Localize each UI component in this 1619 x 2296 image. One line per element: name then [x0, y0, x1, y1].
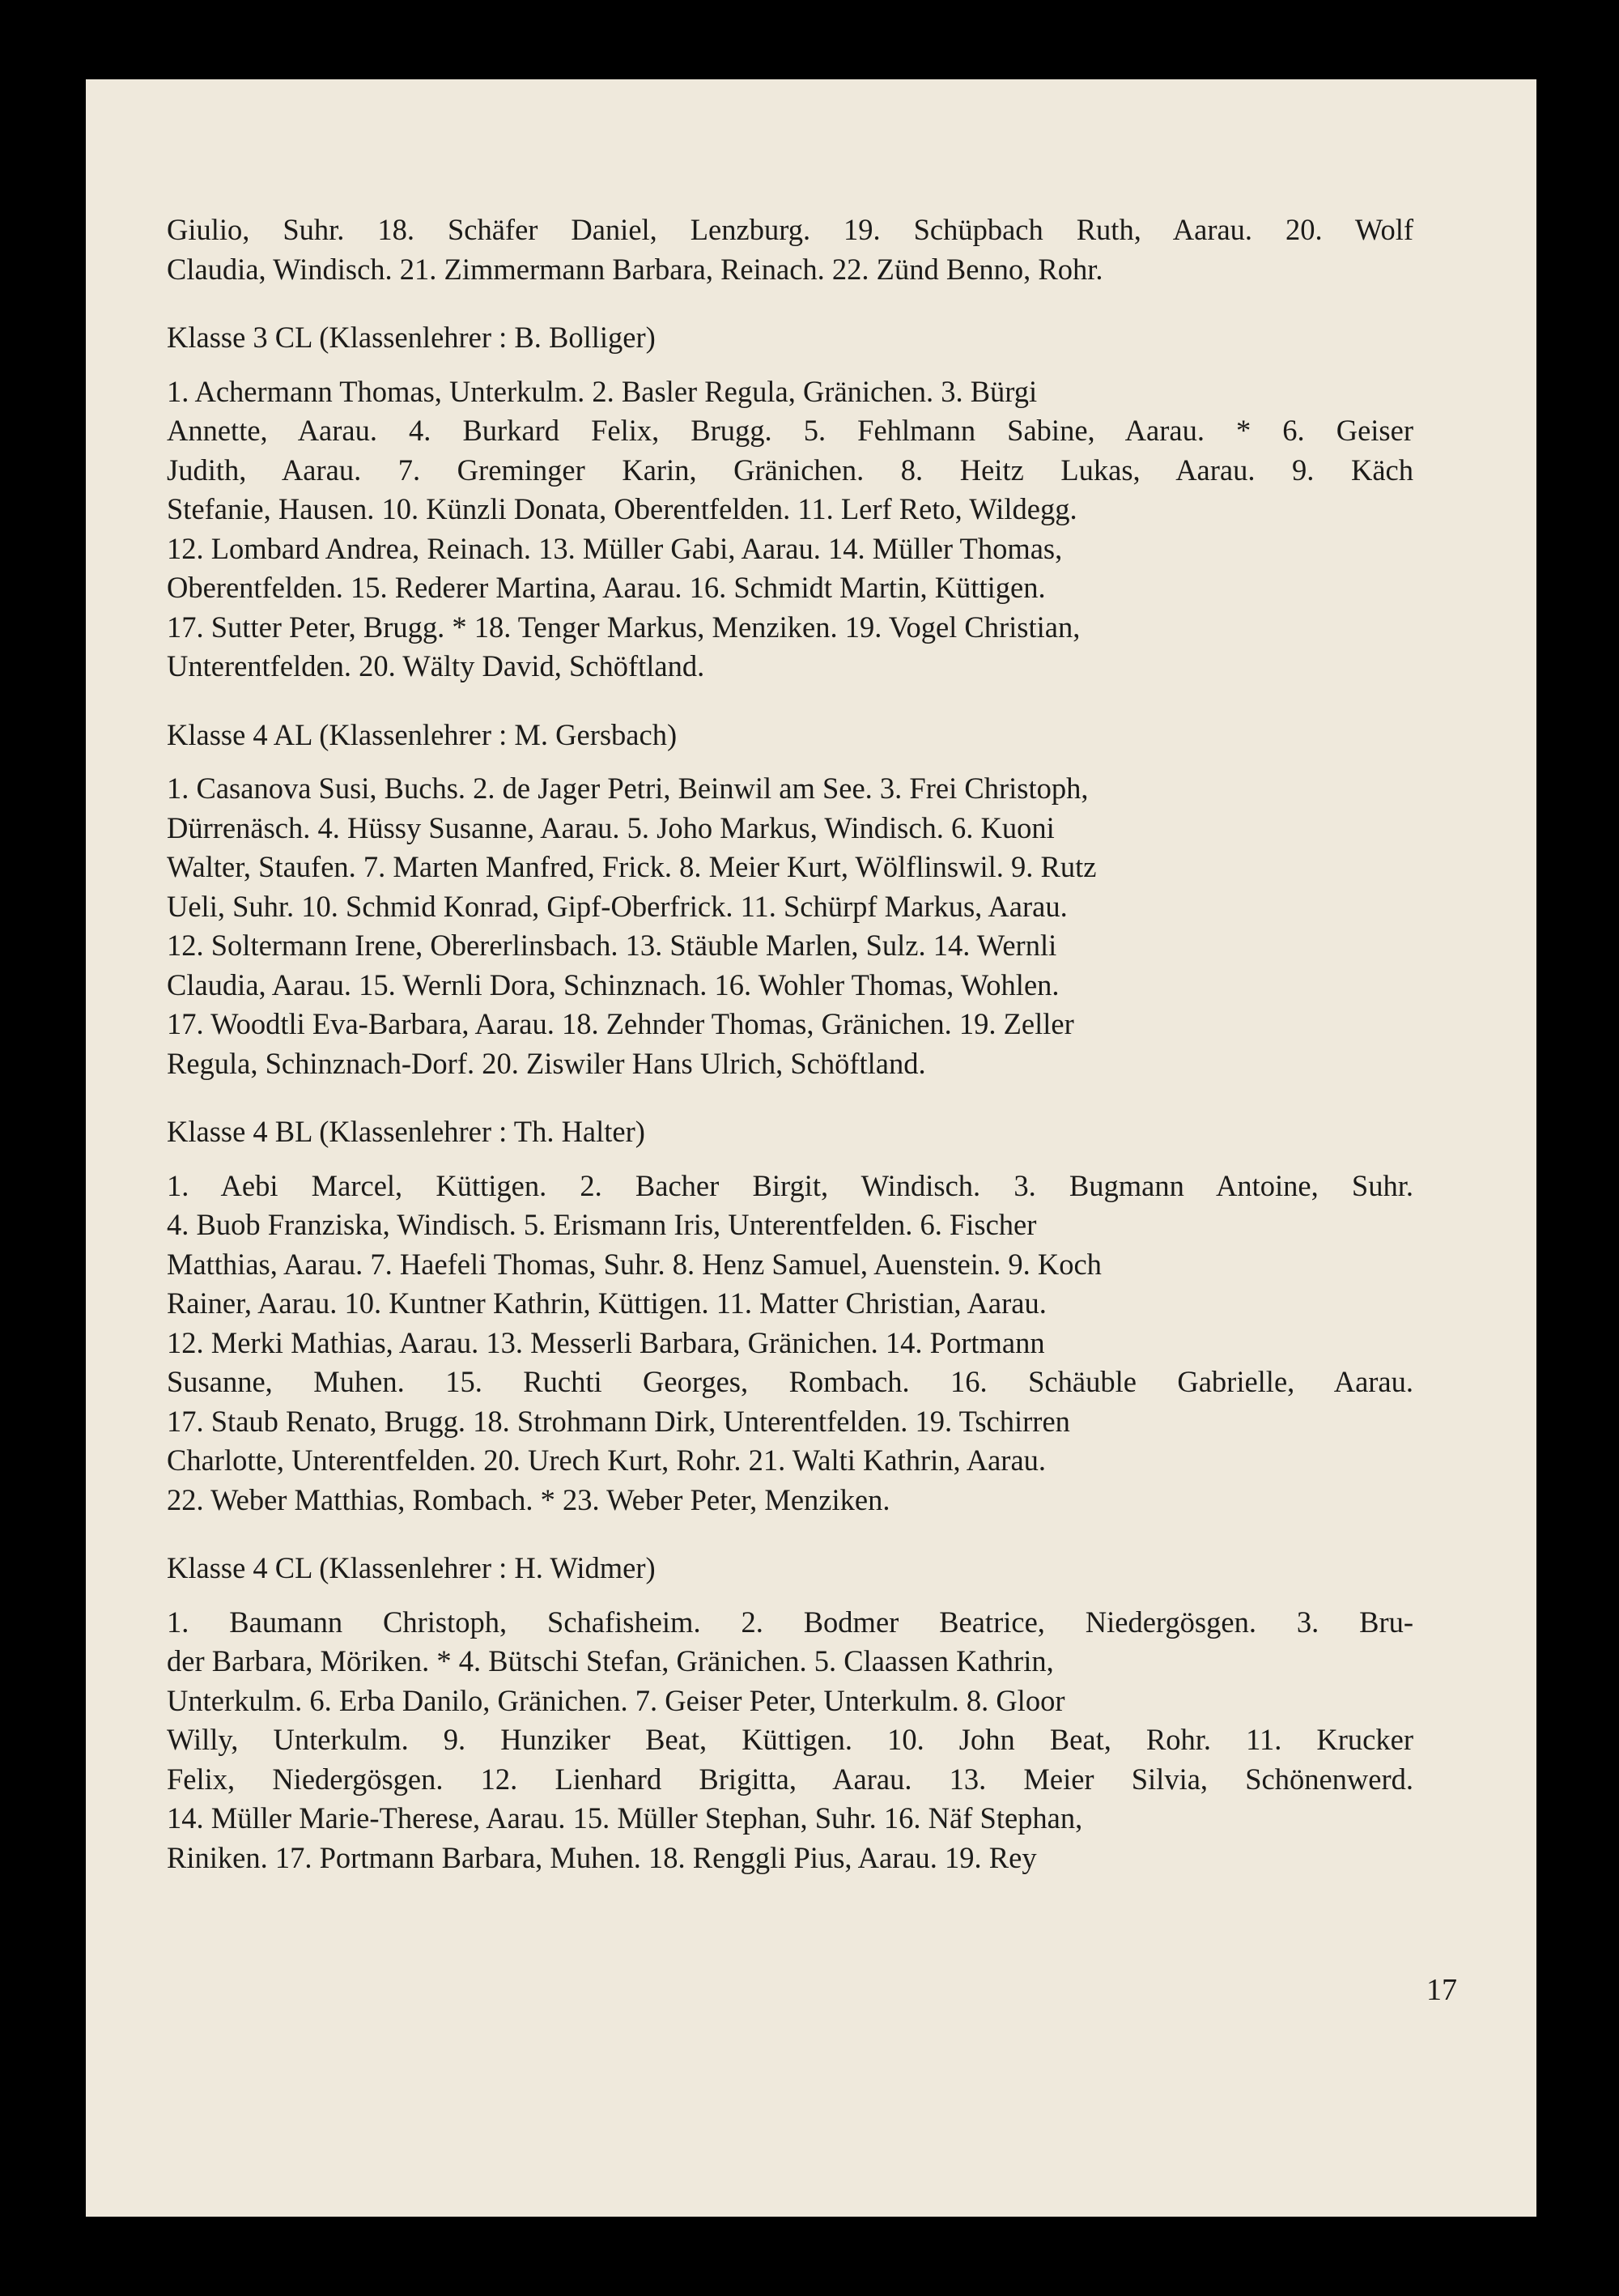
page-content — [167, 210, 1413, 1877]
text-line: 22. Weber Matthias, Rombach. * 23. Weber Peter, Menziken. — [167, 1482, 890, 1516]
section-heading: Klasse 3 CL (Klassenlehrer : B. Bolliger) — [167, 321, 656, 354]
text-line: 17. Woodtli Eva-Barbara, Aarau. 18. Zehnder Thomas, Gränichen. 19. Zeller — [167, 1007, 1074, 1040]
text-line: Matthias, Aarau. 7. Haefeli Thomas, Suhr. 8. Henz Samuel, Auenstein. 9. Koch — [167, 1247, 1102, 1281]
text-line: Judith, Aarau. 7. Greminger Karin, Gränichen. 8. Heitz Lukas, Aarau. 9. Käch — [167, 453, 1413, 487]
text-line: Giulio, Suhr. 18. Schäfer Daniel, Lenzburg. 19. Schüpbach Ruth, Aarau. 20. Wolf — [167, 213, 1413, 246]
section-heading: Klasse 4 BL (Klassenlehrer : Th. Halter) — [167, 1115, 645, 1148]
text-line: Regula, Schinznach-Dorf. 20. Ziswiler Hans Ulrich, Schöftland. — [167, 1046, 926, 1080]
class-section-4bl — [167, 1112, 1413, 1520]
text-line: 1. Aebi Marcel, Küttigen. 2. Bacher Birgit, Windisch. 3. Bugmann Antoine, Suhr. — [167, 1168, 1413, 1202]
text-line: Charlotte, Unterentfelden. 20. Urech Kurt, Rohr. 21. Walti Kathrin, Aarau. — [167, 1444, 1047, 1477]
text-line: Dürrenäsch. 4. Hüssy Susanne, Aarau. 5. Joho Markus, Windisch. 6. Kuoni — [167, 810, 1055, 844]
section-heading: Klasse 4 CL (Klassenlehrer : H. Widmer) — [167, 1551, 656, 1584]
class-section-4al — [167, 716, 1413, 1084]
text-line: Unterkulm. 6. Erba Danilo, Gränichen. 7. Geiser Peter, Unterkulm. 8. Gloor — [167, 1683, 1065, 1717]
text-line: 14. Müller Marie-Therese, Aarau. 15. Müller Stephan, Suhr. 16. Näf Stephan, — [167, 1801, 1083, 1835]
text-line: Oberentfelden. 15. Rederer Martina, Aarau. 16. Schmidt Martin, Küttigen. — [167, 571, 1046, 604]
page-number: 17 — [1426, 1973, 1457, 2007]
text-line: 1. Baumann Christoph, Schafisheim. 2. Bodmer Beatrice, Niedergösgen. 3. Bru- — [167, 1605, 1413, 1639]
text-line: Rainer, Aarau. 10. Kuntner Kathrin, Küttigen. 11. Matter Christian, Aarau. — [167, 1286, 1047, 1320]
class-section-4cl — [167, 1549, 1413, 1877]
class-section-3cl — [167, 318, 1413, 687]
text-line: 4. Buob Franziska, Windisch. 5. Erismann Iris, Unterentfelden. 6. Fischer — [167, 1208, 1037, 1241]
text-line: der Barbara, Möriken. * 4. Bütschi Stefan, Gränichen. 5. Claassen Kathrin, — [167, 1644, 1054, 1677]
text-line: Annette, Aarau. 4. Burkard Felix, Brugg. 5. Fehlmann Sabine, Aarau. * 6. Geiser — [167, 414, 1413, 447]
text-line: Claudia, Aarau. 15. Wernli Dora, Schinznach. 16. Wohler Thomas, Wohlen. — [167, 967, 1060, 1001]
text-line: Unterentfelden. 20. Wälty David, Schöftland. — [167, 649, 705, 682]
document-page — [86, 79, 1536, 2217]
text-line: Claudia, Windisch. 21. Zimmermann Barbara, Reinach. 22. Zünd Benno, Rohr. — [167, 252, 1103, 286]
text-line: Stefanie, Hausen. 10. Künzli Donata, Oberentfelden. 11. Lerf Reto, Wildegg. — [167, 492, 1077, 525]
text-line: 12. Merki Mathias, Aarau. 13. Messerli Barbara, Gränichen. 14. Portmann — [167, 1325, 1045, 1359]
text-line: Susanne, Muhen. 15. Ruchti Georges, Rombach. 16. Schäuble Gabrielle, Aarau. — [167, 1365, 1413, 1398]
text-line: 17. Staub Renato, Brugg. 18. Strohmann Dirk, Unterentfelden. 19. Tschirren — [167, 1404, 1070, 1438]
text-line: 17. Sutter Peter, Brugg. * 18. Tenger Markus, Menziken. 19. Vogel Christian, — [167, 610, 1081, 644]
text-line: Walter, Staufen. 7. Marten Manfred, Frick. 8. Meier Kurt, Wölflinswil. 9. Rutz — [167, 850, 1097, 883]
text-line: 12. Soltermann Irene, Obererlinsbach. 13. Stäuble Marlen, Sulz. 14. Wernli — [167, 929, 1057, 962]
text-line: 12. Lombard Andrea, Reinach. 13. Müller Gabi, Aarau. 14. Müller Thomas, — [167, 531, 1063, 565]
intro-paragraph — [167, 210, 1413, 289]
text-line: Ueli, Suhr. 10. Schmid Konrad, Gipf-Oberfrick. 11. Schürpf Markus, Aarau. — [167, 889, 1068, 923]
section-heading: Klasse 4 AL (Klassenlehrer : M. Gersbach) — [167, 717, 678, 751]
text-line: 1. Casanova Susi, Buchs. 2. de Jager Petri, Beinwil am See. 3. Frei Christoph, — [167, 772, 1089, 805]
text-line: Willy, Unterkulm. 9. Hunziker Beat, Küttigen. 10. John Beat, Rohr. 11. Krucker — [167, 1723, 1413, 1756]
text-line: 1. Achermann Thomas, Unterkulm. 2. Basler Regula, Gränichen. 3. Bürgi — [167, 374, 1038, 408]
text-line: Riniken. 17. Portmann Barbara, Muhen. 18. Renggli Pius, Aarau. 19. Rey — [167, 1840, 1037, 1874]
text-line: Felix, Niedergösgen. 12. Lienhard Brigitta, Aarau. 13. Meier Silvia, Schönenwerd. — [167, 1762, 1413, 1796]
